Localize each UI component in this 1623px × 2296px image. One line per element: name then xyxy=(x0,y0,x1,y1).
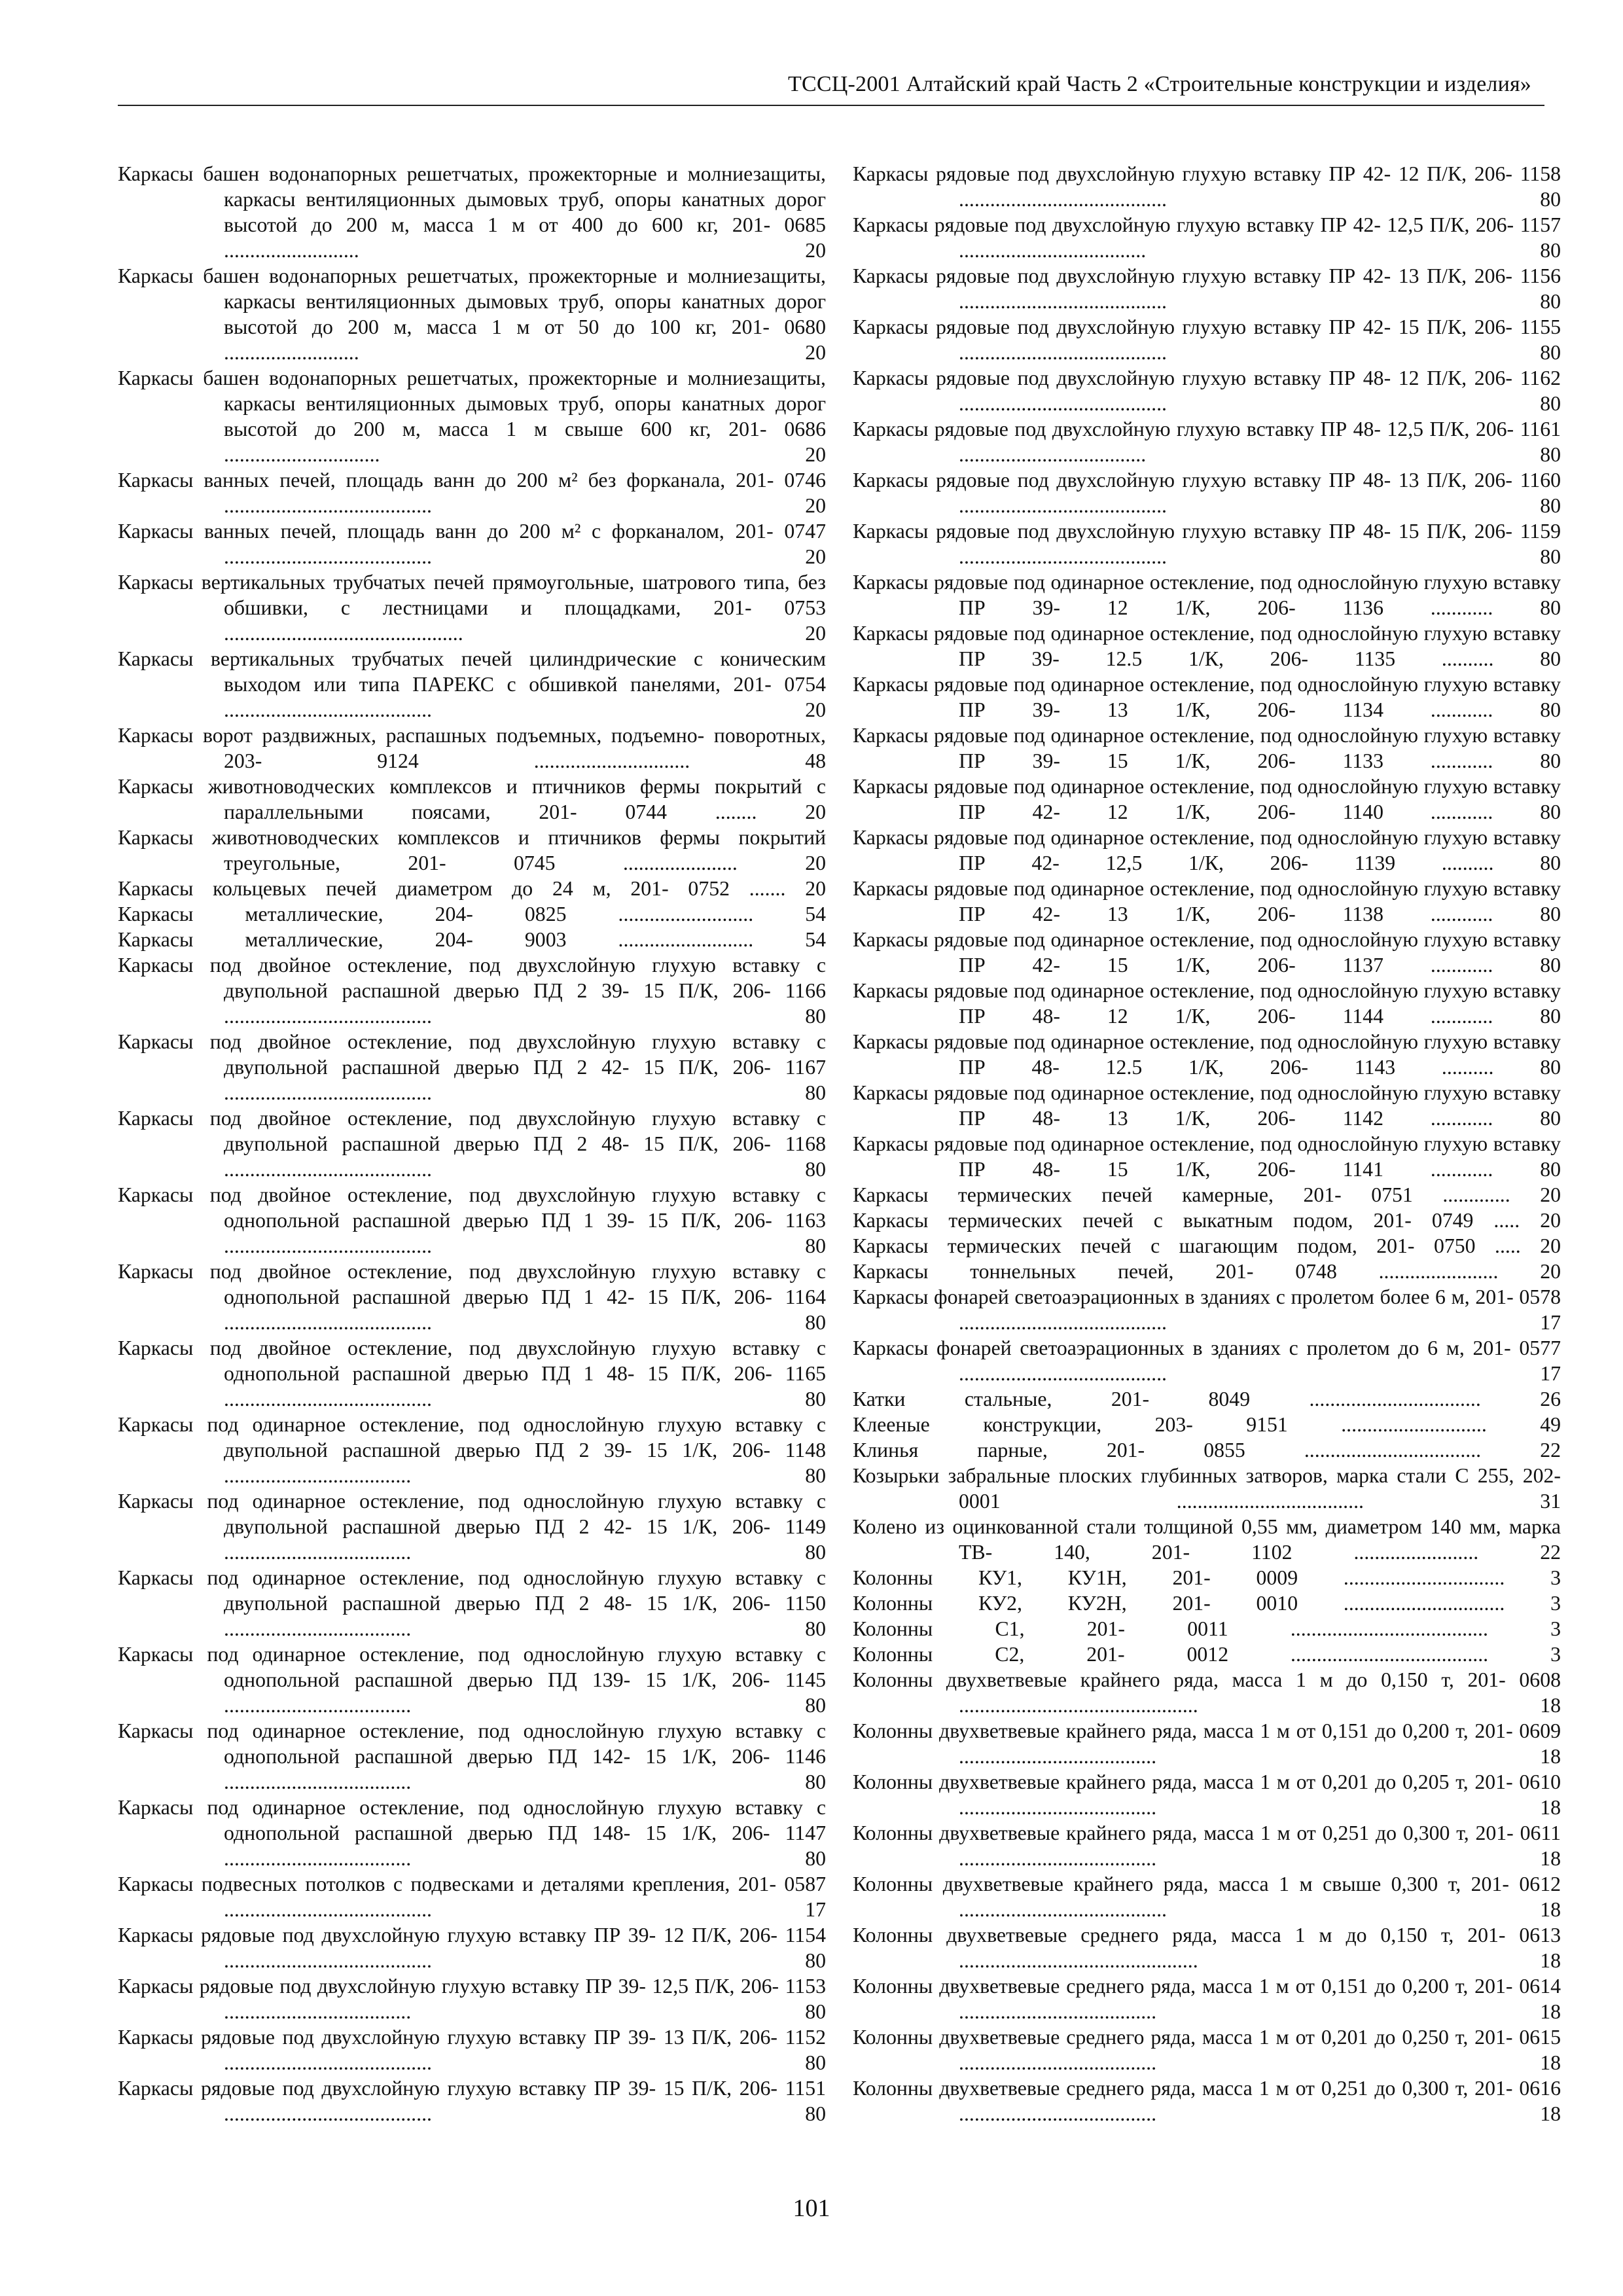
index-entry: Каркасы под двойное остекление, под двухслойную глухую вставку с двупольной распашной дверью ПД 2 42- 15 П/К, 206- 1167 ........................................ 80 xyxy=(118,1030,826,1104)
index-entry: Колонны двухветвевые крайнего ряда, масса 1 м от 0,151 до 0,200 т, 201- 0609 ...................................... 18 xyxy=(853,1719,1561,1768)
index-entry: Каркасы рядовые под одинарное остекление, под однослойную глухую вставку ПР 39- 12 1/К, 206- 1136 ............ 80 xyxy=(853,571,1561,619)
index-entry: Каркасы рядовые под одинарное остекление, под однослойную глухую вставку ПР 48- 13 1/К, 206- 1142 ............ 80 xyxy=(853,1081,1561,1130)
index-entry: Колонны двухветвевые крайнего ряда, масса 1 м от 0,251 до 0,300 т, 201- 0611 ...................................... 18 xyxy=(853,1821,1561,1870)
index-entry: Каркасы термических печей с выкатным подом, 201- 0749 ..... 20 xyxy=(853,1209,1561,1232)
index-entry: Каркасы кольцевых печей диаметром до 24 м, 201- 0752 ....... 20 xyxy=(118,877,826,900)
index-entry: Колено из оцинкованной стали толщиной 0,55 мм, диаметром 140 мм, марка ТВ- 140, 201- 1102 ........................ 22 xyxy=(853,1515,1561,1564)
index-entry: Каркасы рядовые под двухслойную глухую вставку ПР 48- 13 П/К, 206- 1160 ........................................ 80 xyxy=(853,469,1561,517)
index-entry: Каркасы фонарей светоаэрационных в зданиях с пролетом до 6 м, 201- 0577 ........................................ 17 xyxy=(853,1336,1561,1385)
index-entry: Каркасы под двойное остекление, под двухслойную глухую вставку с однопольной распашной дверью ПД 1 42- 15 П/К, 206- 1164 ........................................ 80 xyxy=(118,1260,826,1334)
index-entry: Каркасы под двойное остекление, под двухслойную глухую вставку с двупольной распашной дверью ПД 2 39- 15 П/К, 206- 1166 ........................................ 80 xyxy=(118,954,826,1028)
index-entry: Колонны С2, 201- 0012 ...................................... 3 xyxy=(853,1643,1561,1666)
index-column-left xyxy=(118,161,826,2126)
index-entry: Каркасы башен водонапорных решетчатых, прожекторные и молниезащиты, каркасы вентиляционных дымовых труб, опоры канатных дорог высотой до 200 м, масса 1 м свыше 600 кг, 201- 0686 .............................. 20 xyxy=(118,367,826,466)
index-entry: Каркасы башен водонапорных решетчатых, прожекторные и молниезащиты, каркасы вентиляционных дымовых труб, опоры канатных дорог высотой до 200 м, масса 1 м от 400 до 600 кг, 201- 0685 .......................... 20 xyxy=(118,162,826,262)
index-entry: Каркасы рядовые под двухслойную глухую вставку ПР 48- 12 П/К, 206- 1162 ........................................ 80 xyxy=(853,367,1561,415)
index-entry: Колонны двухветвевые среднего ряда, масса 1 м от 0,201 до 0,250 т, 201- 0615 ...................................... 18 xyxy=(853,2026,1561,2074)
index-entry: Каркасы под одинарное остекление, под однослойную глухую вставку с однопольной распашной дверью ПД 148- 15 1/К, 206- 1147 .................................... 80 xyxy=(118,1796,826,1870)
page-header xyxy=(118,68,1544,106)
index-entry: Каркасы рядовые под двухслойную глухую вставку ПР 39- 12,5 П/К, 206- 1153 .................................... 80 xyxy=(118,1975,826,2023)
index-entry: Козырьки забральные плоских глубинных затворов, марка стали С 255, 202- 0001 .................................... 31 xyxy=(853,1464,1561,1513)
index-entry: Каркасы рядовые под двухслойную глухую вставку ПР 42- 13 П/К, 206- 1156 ........................................ 80 xyxy=(853,264,1561,313)
index-entry: Колонны двухветвевые среднего ряда, масса 1 м от 0,151 до 0,200 т, 201- 0614 ...................................... 18 xyxy=(853,1975,1561,2023)
index-entry: Каркасы рядовые под одинарное остекление, под однослойную глухую вставку ПР 48- 12 1/К, 206- 1144 ............ 80 xyxy=(853,979,1561,1028)
index-entry: Каркасы металлические, 204- 9003 .......................... 54 xyxy=(118,928,826,951)
index-entry: Каркасы рядовые под двухслойную глухую вставку ПР 39- 12 П/К, 206- 1154 ........................................ 80 xyxy=(118,1924,826,1972)
index-entry: Катки стальные, 201- 8049 ................................. 26 xyxy=(853,1388,1561,1410)
index-entry: Клееные конструкции, 203- 9151 ............................ 49 xyxy=(853,1413,1561,1436)
index-entry: Колонны КУ2, КУ2Н, 201- 0010 ............................... 3 xyxy=(853,1592,1561,1615)
index-entry: Каркасы металлические, 204- 0825 .......................... 54 xyxy=(118,903,826,925)
index-entry: Каркасы термических печей с шагающим подом, 201- 0750 ..... 20 xyxy=(853,1234,1561,1257)
index-entry: Каркасы рядовые под одинарное остекление, под однослойную глухую вставку ПР 39- 12.5 1/К, 206- 1135 .......... 80 xyxy=(853,622,1561,670)
index-entry: Каркасы рядовые под одинарное остекление, под однослойную глухую вставку ПР 42- 15 1/К, 206- 1137 ............ 80 xyxy=(853,928,1561,977)
index-entry: Каркасы рядовые под двухслойную глухую вставку ПР 42- 12 П/К, 206- 1158 ........................................ 80 xyxy=(853,162,1561,211)
index-entry: Каркасы под одинарное остекление, под однослойную глухую вставку с однопольной распашной дверью ПД 139- 15 1/К, 206- 1145 .................................... 80 xyxy=(118,1643,826,1717)
index-entry: Каркасы вертикальных трубчатых печей прямоугольные, шатрового типа, без обшивки, с лестницами и площадками, 201- 0753 .............................................. 20 xyxy=(118,571,826,645)
index-entry: Каркасы под одинарное остекление, под однослойную глухую вставку с двупольной распашной дверью ПД 2 48- 15 1/К, 206- 1150 .................................... 80 xyxy=(118,1566,826,1640)
index-entry: Каркасы рядовые под двухслойную глухую вставку ПР 42- 15 П/К, 206- 1155 ........................................ 80 xyxy=(853,315,1561,364)
index-entry: Каркасы рядовые под одинарное остекление, под однослойную глухую вставку ПР 39- 13 1/К, 206- 1134 ............ 80 xyxy=(853,673,1561,721)
index-entry: Клинья парные, 201- 0855 .................................. 22 xyxy=(853,1439,1561,1462)
index-entry: Каркасы рядовые под одинарное остекление, под однослойную глухую вставку ПР 42- 12,5 1/К, 206- 1139 .......... 80 xyxy=(853,826,1561,874)
index-entry: Каркасы рядовые под одинарное остекление, под однослойную глухую вставку ПР 42- 13 1/К, 206- 1138 ............ 80 xyxy=(853,877,1561,925)
index-entry: Каркасы под одинарное остекление, под однослойную глухую вставку с двупольной распашной дверью ПД 2 42- 15 1/К, 206- 1149 .................................... 80 xyxy=(118,1490,826,1564)
index-entry: Каркасы тоннельных печей, 201- 0748 ....................... 20 xyxy=(853,1260,1561,1283)
index-entry: Каркасы рядовые под одинарное остекление, под однослойную глухую вставку ПР 42- 12 1/К, 206- 1140 ............ 80 xyxy=(853,775,1561,823)
index-entry: Каркасы под одинарное остекление, под однослойную глухую вставку с однопольной распашной дверью ПД 142- 15 1/К, 206- 1146 .................................... 80 xyxy=(118,1719,826,1793)
index-entry: Каркасы рядовые под двухслойную глухую вставку ПР 48- 12,5 П/К, 206- 1161 .................................... 80 xyxy=(853,418,1561,466)
index-entry: Каркасы рядовые под одинарное остекление, под однослойную глухую вставку ПР 48- 15 1/К, 206- 1141 ............ 80 xyxy=(853,1132,1561,1181)
index-entry: Каркасы ворот раздвижных, распашных подъемных, подъемно- поворотных, 203- 9124 .............................. 48 xyxy=(118,724,826,772)
index-entry: Колонны двухветвевые крайнего ряда, масса 1 м свыше 0,300 т, 201- 0612 ........................................ 18 xyxy=(853,1873,1561,1921)
index-entry: Каркасы животноводческих комплексов и птичников фермы покрытий треугольные, 201- 0745 ...................... 20 xyxy=(118,826,826,874)
page-number: 101 xyxy=(793,2195,830,2222)
index-entry: Каркасы ванных печей, площадь ванн до 200 м² с форканалом, 201- 0747 ........................................ 20 xyxy=(118,520,826,568)
index-entry: Каркасы животноводческих комплексов и птичников фермы покрытий с параллельными поясами, 201- 0744 ........ 20 xyxy=(118,775,826,823)
index-entry: Колонны КУ1, КУ1Н, 201- 0009 ............................... 3 xyxy=(853,1566,1561,1589)
index-entry: Каркасы башен водонапорных решетчатых, прожекторные и молниезащиты, каркасы вентиляционных дымовых труб, опоры канатных дорог высотой до 200 м, масса 1 м от 50 до 100 кг, 201- 0680 .......................... 20 xyxy=(118,264,826,364)
index-entry: Каркасы рядовые под одинарное остекление, под однослойную глухую вставку ПР 48- 12.5 1/К, 206- 1143 .......... 80 xyxy=(853,1030,1561,1079)
index-entry: Колонны двухветвевые среднего ряда, масса 1 м до 0,150 т, 201- 0613 .............................................. 18 xyxy=(853,1924,1561,1972)
index-entry: Каркасы рядовые под двухслойную глухую вставку ПР 39- 13 П/К, 206- 1152 ........................................ 80 xyxy=(118,2026,826,2074)
index-entry: Каркасы фонарей светоаэрационных в зданиях с пролетом более 6 м, 201- 0578 ........................................ 17 xyxy=(853,1285,1561,1334)
index-entry: Каркасы ванных печей, площадь ванн до 200 м² без форканала, 201- 0746 ........................................ 20 xyxy=(118,469,826,517)
index-entry: Каркасы рядовые под двухслойную глухую вставку ПР 39- 15 П/К, 206- 1151 ........................................ 80 xyxy=(118,2077,826,2125)
index-entry: Каркасы под двойное остекление, под двухслойную глухую вставку с однопольной распашной дверью ПД 1 39- 15 П/К, 206- 1163 ........................................ 80 xyxy=(118,1183,826,1257)
index-entry: Каркасы рядовые под двухслойную глухую вставку ПР 48- 15 П/К, 206- 1159 ........................................ 80 xyxy=(853,520,1561,568)
index-entry: Колонны С1, 201- 0011 ...................................... 3 xyxy=(853,1617,1561,1640)
header-title: ТССЦ-2001 Алтайский край Часть 2 «Строительные конструкции и изделия» xyxy=(788,72,1531,96)
index-entry: Каркасы вертикальных трубчатых печей цилиндрические с коническим выходом или типа ПАРЕКС с обшивкой панелями, 201- 0754 ........................................ 20 xyxy=(118,647,826,721)
index-entry: Каркасы рядовые под двухслойную глухую вставку ПР 42- 12,5 П/К, 206- 1157 .................................... 80 xyxy=(853,213,1561,262)
index-entry: Каркасы термических печей камерные, 201- 0751 ............. 20 xyxy=(853,1183,1561,1206)
index-entry: Каркасы под одинарное остекление, под однослойную глухую вставку с двупольной распашной дверью ПД 2 39- 15 1/К, 206- 1148 .................................... 80 xyxy=(118,1413,826,1487)
index-entry: Каркасы подвесных потолков с подвесками и деталями крепления, 201- 0587 ........................................ 17 xyxy=(118,1873,826,1921)
index-entry: Колонны двухветвевые крайнего ряда, масса 1 м до 0,150 т, 201- 0608 .............................................. 18 xyxy=(853,1668,1561,1717)
index-entry: Каркасы под двойное остекление, под двухслойную глухую вставку с однопольной распашной дверью ПД 1 48- 15 П/К, 206- 1165 ........................................ 80 xyxy=(118,1336,826,1410)
index-entry: Каркасы рядовые под одинарное остекление, под однослойную глухую вставку ПР 39- 15 1/К, 206- 1133 ............ 80 xyxy=(853,724,1561,772)
index-entry: Каркасы под двойное остекление, под двухслойную глухую вставку с двупольной распашной дверью ПД 2 48- 15 П/К, 206- 1168 ........................................ 80 xyxy=(118,1107,826,1181)
index-column-right xyxy=(853,161,1561,2126)
index-entry: Колонны двухветвевые крайнего ряда, масса 1 м от 0,201 до 0,205 т, 201- 0610 ...................................... 18 xyxy=(853,1770,1561,1819)
index-entry: Колонны двухветвевые среднего ряда, масса 1 м от 0,251 до 0,300 т, 201- 0616 ...................................... 18 xyxy=(853,2077,1561,2125)
